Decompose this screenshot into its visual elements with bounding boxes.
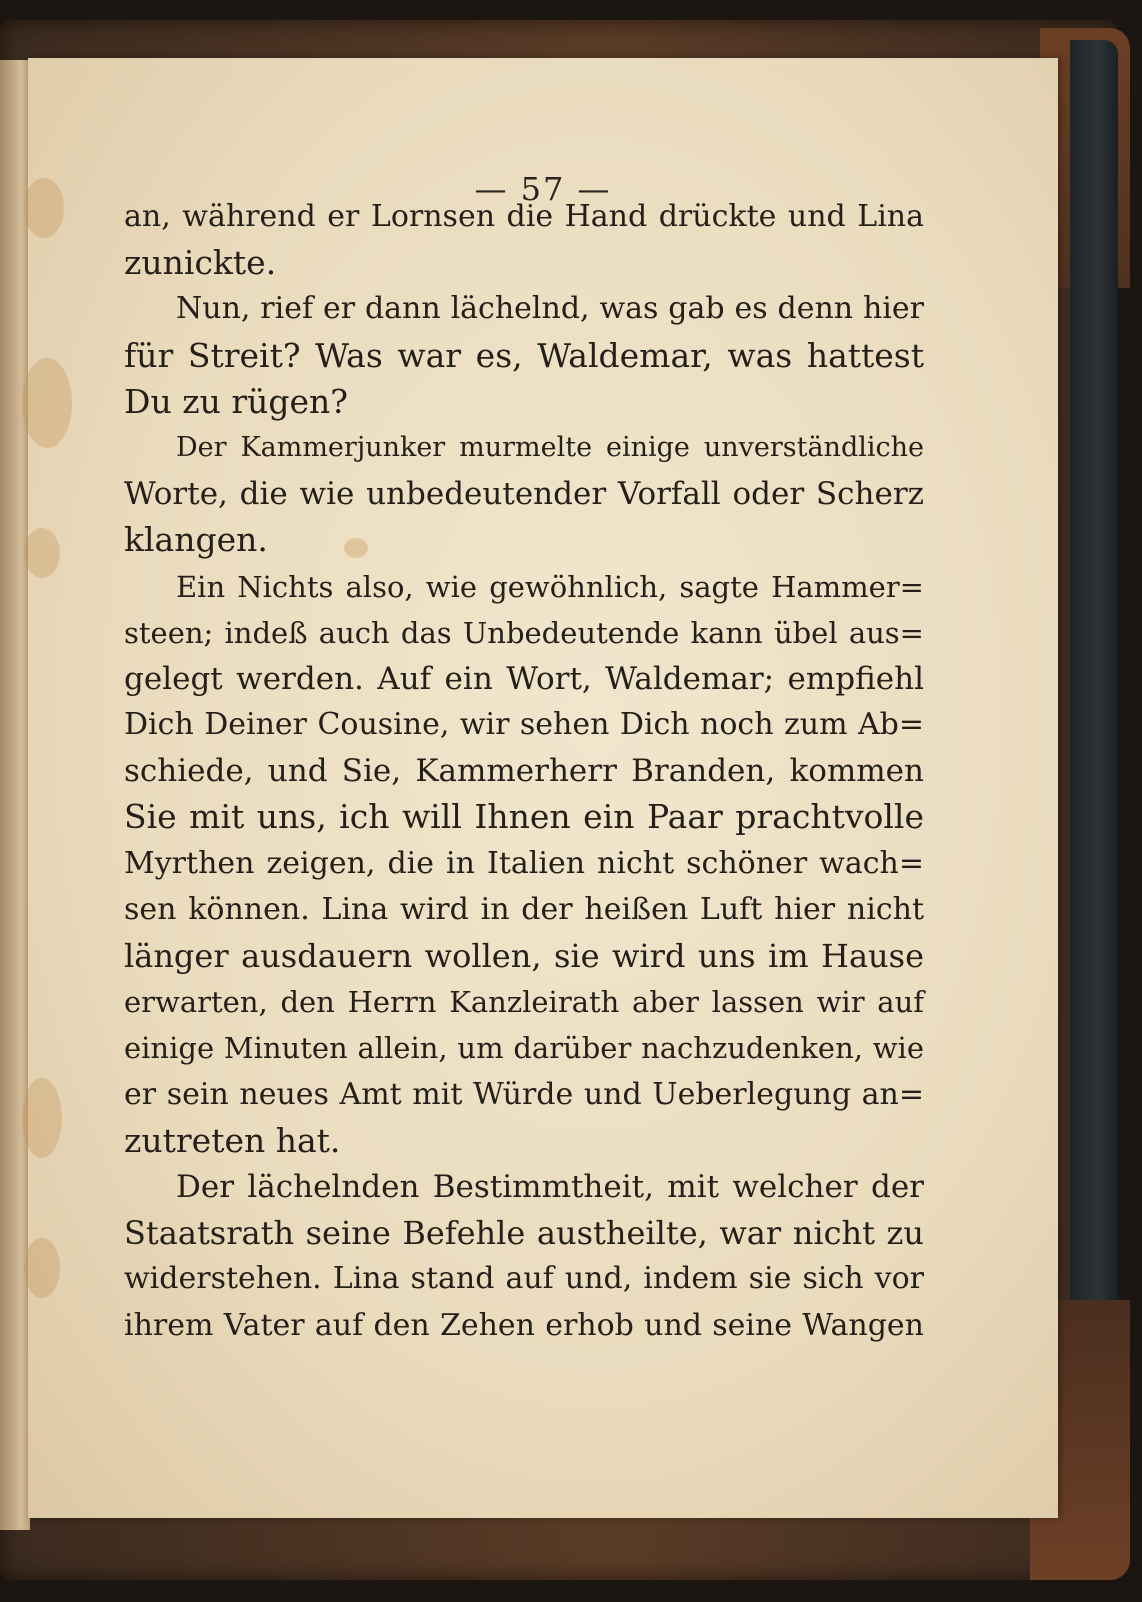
foxing-stain: [22, 358, 72, 448]
body-text: [124, 194, 924, 1349]
text-line: Du zu rügen?: [124, 381, 348, 421]
text-line: Myrthen zeigen, die in Italien nicht schöner wach=: [124, 845, 924, 881]
text-line: sen können. Lina wird in der heißen Luft hier nicht: [124, 891, 924, 927]
text-line: erwarten, den Herrn Kanzleirath aber lassen wir auf: [124, 985, 924, 1020]
text-line: an, während er Lornsen die Hand drückte und Lina: [124, 199, 924, 234]
text-line: Worte, die wie unbedeutender Vorfall oder Scherz: [124, 476, 924, 513]
text-line: Sie mit uns, ich will Ihnen ein Paar prachtvolle: [124, 797, 924, 837]
text-line: für Streit? Was war es, Waldemar, was hattest: [124, 335, 924, 375]
text-line: zunickte.: [124, 243, 277, 283]
foxing-stain: [24, 528, 60, 578]
text-line: steen; indeß auch das Unbedeutende kann übel aus=: [124, 615, 924, 650]
text-line: Nun, rief er dann lächelnd, was gab es denn hier: [176, 291, 924, 327]
foxing-stain: [24, 1238, 60, 1298]
text-line: gelegt werden. Auf ein Wort, Waldemar; empfiehl: [124, 660, 924, 697]
text-line: ihrem Vater auf den Zehen erhob und seine Wangen: [124, 1307, 924, 1343]
text-line: klangen.: [124, 520, 268, 560]
text-line: Staatsrath seine Befehle austheilte, war nicht zu: [124, 1214, 924, 1253]
text-line: widerstehen. Lina stand auf und, indem sie sich vor: [124, 1261, 924, 1297]
text-line: schiede, und Sie, Kammerherr Branden, kommen: [124, 753, 924, 790]
foxing-stain: [22, 1078, 62, 1158]
text-line: Der Kammerjunker murmelte einige unverständliche: [176, 431, 924, 463]
text-line: zutreten hat.: [124, 1120, 341, 1160]
text-line: einige Minuten allein, um darüber nachzudenken, wie: [124, 1031, 924, 1066]
text-line: Der lächelnden Bestimmtheit, mit welcher der: [176, 1168, 924, 1205]
text-line: Ein Nichts also, wie gewöhnlich, sagte Hammer=: [176, 569, 924, 604]
text-line: er sein neues Amt mit Würde und Ueberlegung an=: [124, 1076, 924, 1112]
text-line: länger ausdauern wollen, sie wird uns im Hause: [124, 937, 924, 975]
page-number: — 57 —: [474, 170, 612, 208]
text-line: Dich Deiner Cousine, wir sehen Dich noch zum Ab=: [124, 707, 924, 743]
left-page-edge: [0, 60, 30, 1530]
